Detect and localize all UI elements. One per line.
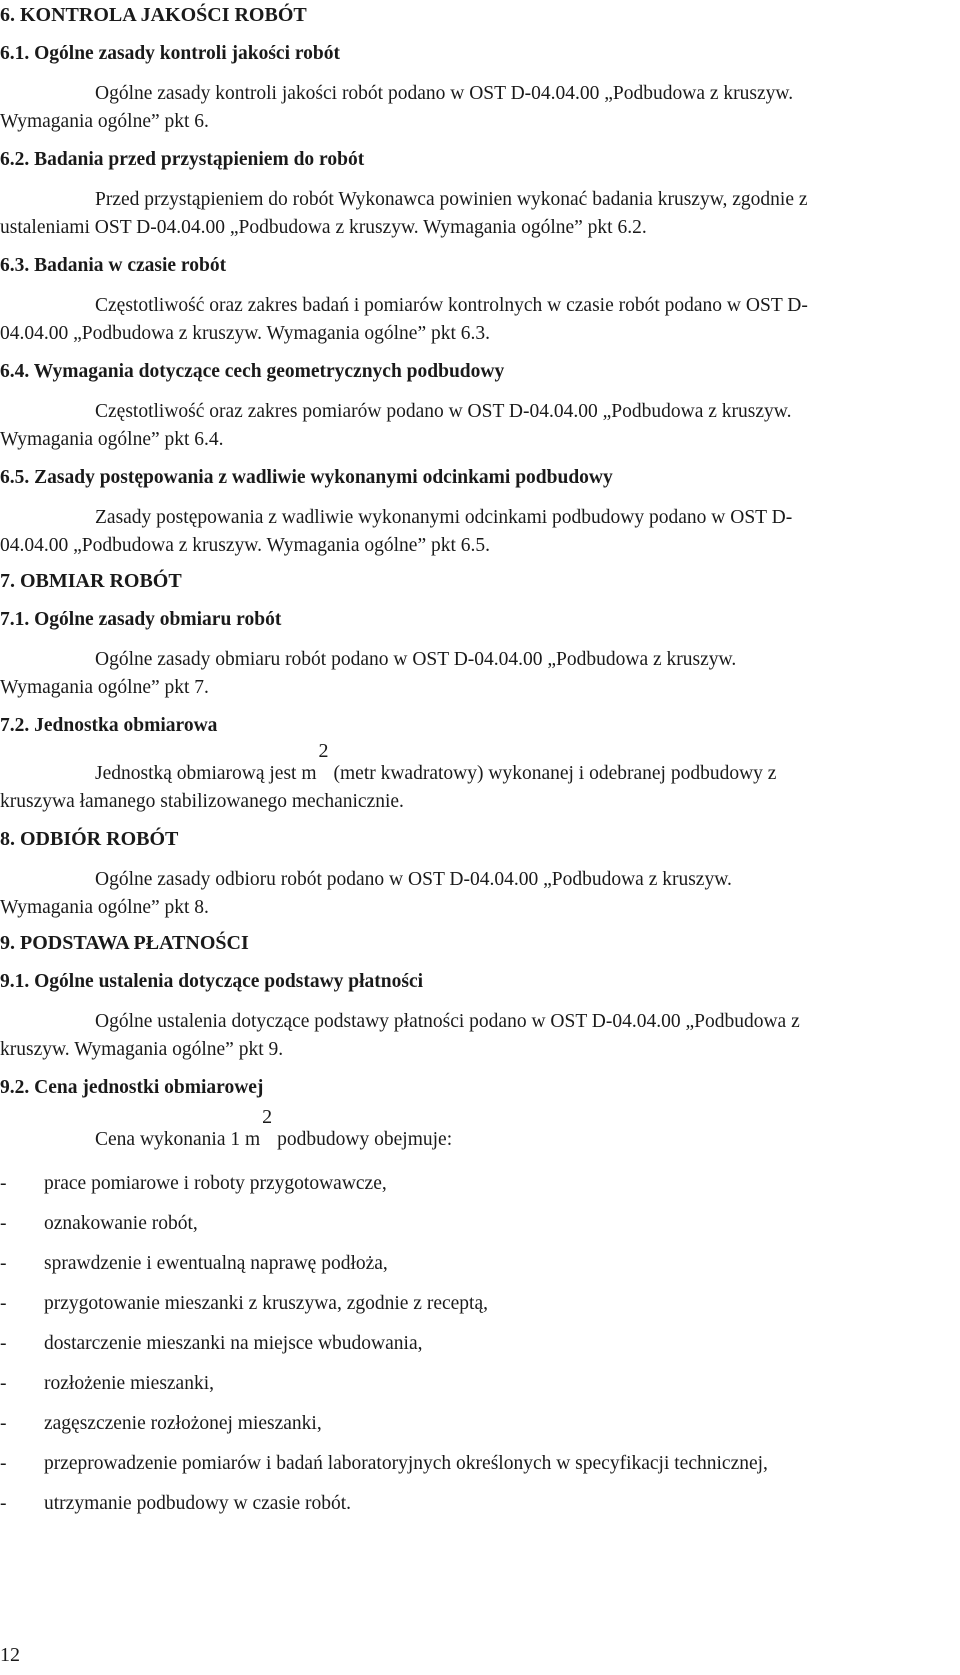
section-7-2-heading: 7.2. Jednostka obmiarowa [0, 715, 218, 736]
section-9-2-heading: 9.2. Cena jednostki obmiarowej [0, 1077, 264, 1098]
text-run: (metr kwadratowy) wykonanej i odebranej podbudowy z [333, 763, 777, 784]
list-dash: - [0, 1373, 7, 1394]
list-item [0, 1168, 960, 1199]
list-item-text: oznakowanie robót, [44, 1213, 198, 1234]
list-item-text: prace pomiarowe i roboty przygotowawcze, [44, 1173, 387, 1194]
list-dash: - [0, 1333, 7, 1354]
text-run: podbudowy obejmuje: [277, 1129, 453, 1150]
section-9-heading: 9. PODSTAWA PŁATNOŚCI [0, 932, 249, 954]
list-item [0, 1288, 960, 1319]
paragraph-line: ustaleniami OST D-04.04.00 „Podbudowa z kruszyw. Wymagania ogólne” pkt 6.2. [0, 217, 647, 238]
paragraph-line: Ogólne zasady odbioru robót podano w OST D-04.04.00 „Podbudowa z kruszyw. [95, 869, 732, 890]
list-dash: - [0, 1213, 7, 1234]
list-dash: - [0, 1173, 7, 1194]
section-6-4-heading: 6.4. Wymagania dotyczące cech geometrycznych podbudowy [0, 361, 505, 382]
paragraph-line: Ogólne zasady obmiaru robót podano w OST D-04.04.00 „Podbudowa z kruszyw. [95, 649, 737, 670]
section-6-3-heading: 6.3. Badania w czasie robót [0, 255, 227, 276]
section-7-heading: 7. OBMIAR ROBÓT [0, 570, 182, 592]
paragraph-line: Ogólne zasady kontroli jakości robót podano w OST D-04.04.00 „Podbudowa z kruszyw. [95, 83, 794, 104]
section-9-1-heading: 9.1. Ogólne ustalenia dotyczące podstawy płatności [0, 971, 424, 992]
paragraph-line: Ogólne ustalenia dotyczące podstawy płatności podano w OST D-04.04.00 „Podbudowa z [95, 1011, 800, 1032]
list-item [0, 1488, 960, 1519]
list-item [0, 1448, 960, 1479]
list-dash: - [0, 1253, 7, 1274]
list-dash: - [0, 1453, 7, 1474]
list-item-text: dostarczenie mieszanki na miejsce wbudowania, [44, 1333, 423, 1354]
list-item-text: przeprowadzenie pomiarów i badań laboratoryjnych określonych w specyfikacji technicznej, [44, 1453, 768, 1474]
list-dash: - [0, 1293, 7, 1314]
list-item [0, 1328, 960, 1359]
text-run: Cena wykonania 1 m [95, 1129, 261, 1150]
page-number: 12 [0, 1644, 20, 1666]
paragraph-line: 04.04.00 „Podbudowa z kruszyw. Wymagania ogólne” pkt 6.5. [0, 535, 491, 556]
text-run: Jednostką obmiarową jest m [95, 763, 317, 784]
section-6-2-heading: 6.2. Badania przed przystąpieniem do robót [0, 149, 365, 170]
list-item-text: sprawdzenie i ewentualną naprawę podłoża, [44, 1253, 388, 1274]
paragraph-line: Przed przystąpieniem do robót Wykonawca powinien wykonać badania kruszyw, zgodnie z [95, 189, 808, 210]
list-dash: - [0, 1413, 7, 1434]
list-item [0, 1408, 960, 1439]
paragraph-line: Wymagania ogólne” pkt 7. [0, 677, 209, 698]
section-8-heading: 8. ODBIÓR ROBÓT [0, 828, 179, 850]
price-components-list [0, 1168, 960, 1548]
paragraph-line: Zasady postępowania z wadliwie wykonanymi odcinkami podbudowy podano w OST D- [95, 507, 793, 528]
paragraph-line: kruszyw. Wymagania ogólne” pkt 9. [0, 1039, 284, 1060]
list-item-text: utrzymanie podbudowy w czasie robót. [44, 1493, 352, 1514]
paragraph-line [95, 740, 777, 789]
paragraph-line: Wymagania ogólne” pkt 6.4. [0, 429, 224, 450]
list-item-text: rozłożenie mieszanki, [44, 1373, 215, 1394]
paragraph-line: 04.04.00 „Podbudowa z kruszyw. Wymagania ogólne” pkt 6.3. [0, 323, 491, 344]
paragraph-line: Częstotliwość oraz zakres pomiarów podano w OST D-04.04.00 „Podbudowa z kruszyw. [95, 401, 792, 422]
list-item-text: zagęszczenie rozłożonej mieszanki, [44, 1413, 322, 1434]
superscript-2: 2 [318, 740, 329, 762]
list-item [0, 1208, 960, 1239]
paragraph-line: kruszywa łamanego stabilizowanego mechanicznie. [0, 791, 404, 812]
list-item-text: przygotowanie mieszanki z kruszywa, zgodnie z receptą, [44, 1293, 488, 1314]
list-dash: - [0, 1493, 7, 1514]
section-6-5-heading: 6.5. Zasady postępowania z wadliwie wykonanymi odcinkami podbudowy [0, 467, 613, 488]
paragraph-line [95, 1106, 453, 1155]
section-6-1-heading: 6.1. Ogólne zasady kontroli jakości robót [0, 43, 341, 64]
section-6-heading: 6. KONTROLA JAKOŚCI ROBÓT [0, 4, 307, 26]
paragraph-line: Wymagania ogólne” pkt 8. [0, 897, 209, 918]
paragraph-line: Częstotliwość oraz zakres badań i pomiarów kontrolnych w czasie robót podano w OST D- [95, 295, 808, 316]
paragraph-line: Wymagania ogólne” pkt 6. [0, 111, 209, 132]
superscript-2: 2 [262, 1106, 273, 1128]
section-7-1-heading: 7.1. Ogólne zasady obmiaru robót [0, 609, 282, 630]
list-item [0, 1368, 960, 1399]
list-item [0, 1248, 960, 1279]
